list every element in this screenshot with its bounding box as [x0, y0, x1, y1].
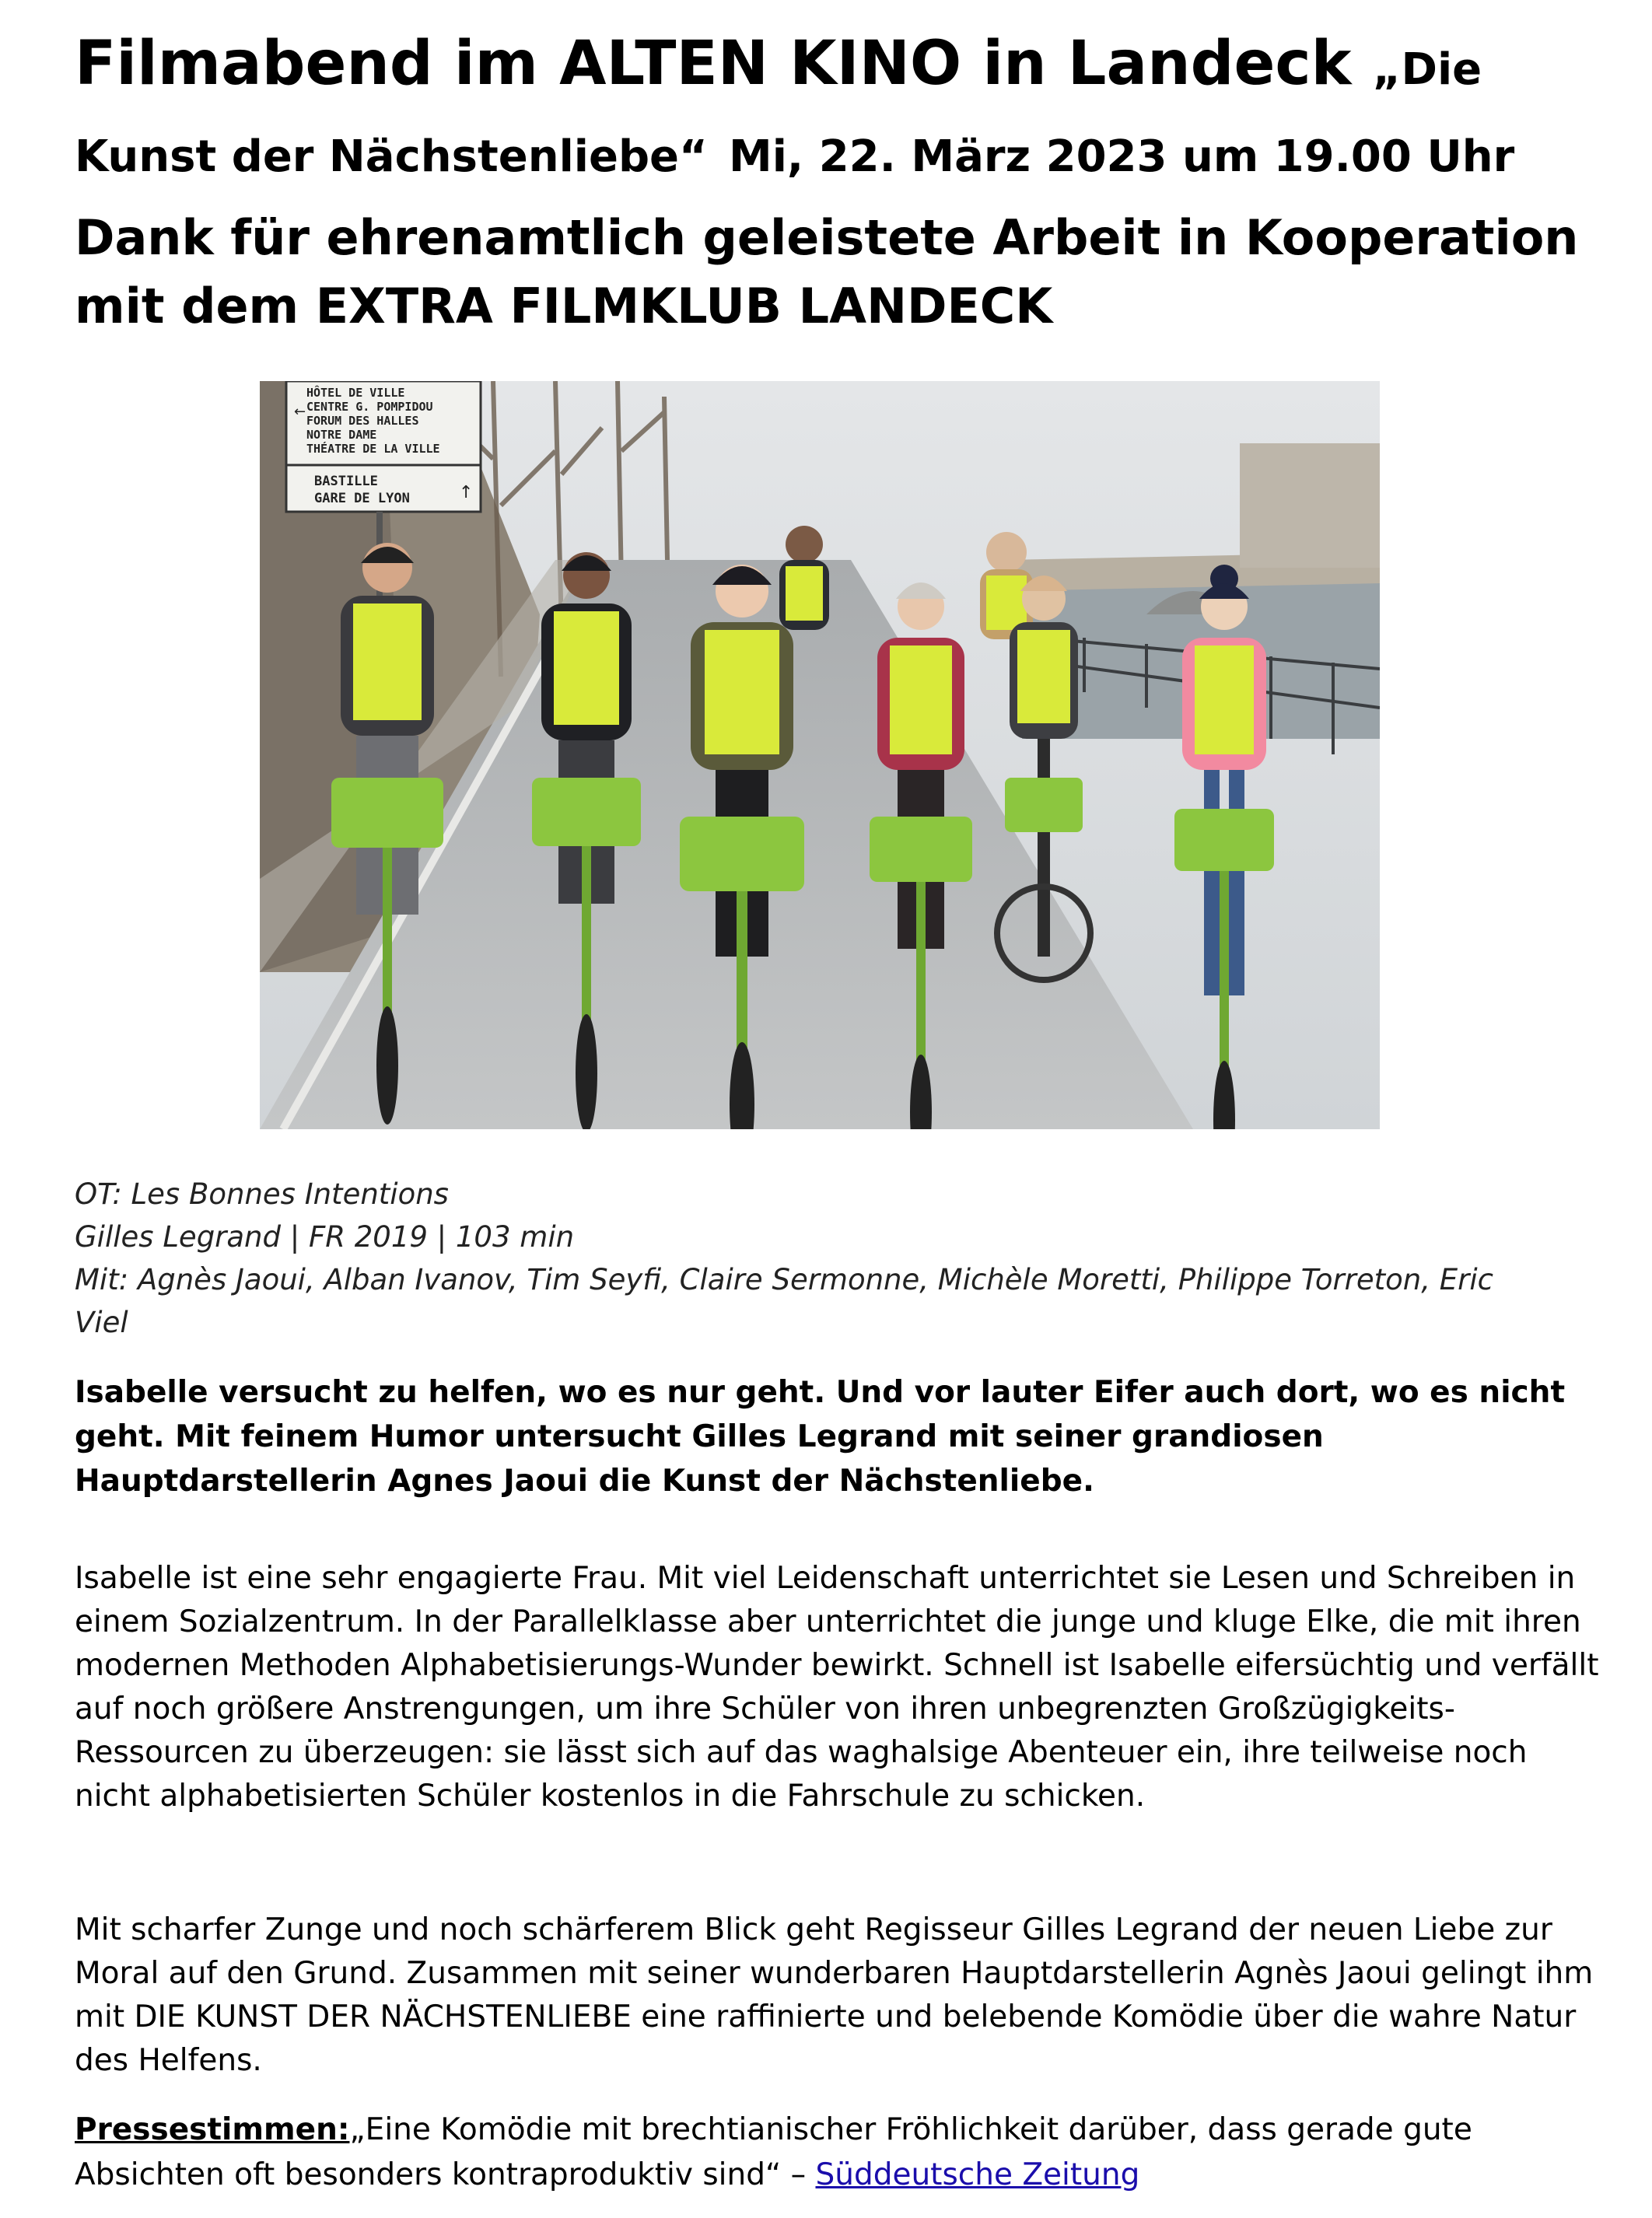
film-still-illustration — [260, 381, 1380, 1129]
director-line: Gilles Legrand | FR 2019 | 103 min — [75, 1220, 575, 1254]
page-subtitle: Dank für ehrenamtlich geleistete Arbeit in Kooperation mit dem EXTRA FILMKLUB LANDECK — [75, 209, 1579, 334]
press-label: Pressestimmen: — [75, 2112, 350, 2147]
synopsis-paragraph: Isabelle ist eine sehr engagierte Frau. Mit viel Leidenschaft unterrichtet sie Lesen und Schreiben in einem Sozialzentrum. In der Parallelklasse aber unterrichtet die junge und kluge Elke, die mit ihren modernen Methoden Alphabetisierungs-Wunder bewirkt. Schnell ist Isabelle eifersüchtig und verfällt auf noch größere Anstrengungen, um ihre Schüler von ihren unbegrenzten Großzügigkeits-Ressourcen zu überzeugen: sie lässt sich auf das waghalsige Abenteuer ein, ihre teilweise noch nicht alphabetisierten Schüler kostenlos in die Fahrschule zu schicken. — [75, 1561, 1599, 1814]
sign-line: GARE DE LYON — [314, 491, 410, 506]
lead-paragraph: Isabelle versucht zu helfen, wo es nur geht. Und vor lauter Eifer auch dort, wo es nicht geht. Mit feinem Humor untersucht Gilles Legrand mit seiner grandiosen Hauptdarstellerin Agnes Jaoui die Kunst der Nächstenliebe. — [75, 1375, 1566, 1499]
original-title: OT: Les Bonnes Intentions — [75, 1177, 449, 1211]
title-date: Mi, 22. März 2023 um 19.00 Uhr — [729, 131, 1515, 182]
sign-line: THÉATRE DE LA VILLE — [306, 442, 440, 456]
arrow-up-icon: ↑ — [459, 483, 474, 502]
title-film: „Die Kunst der Nächstenliebe“ — [75, 44, 1482, 182]
sign-line: HÔTEL DE VILLE — [306, 386, 405, 400]
title-main: Filmabend im ALTEN KINO in Landeck — [75, 29, 1352, 99]
film-still-photo — [260, 381, 1380, 1129]
arrow-left-icon: ← — [294, 404, 306, 420]
cast-line-continued: Viel — [75, 1306, 128, 1339]
press-quote: „Eine Komödie mit brechtianischer Fröhlichkeit darüber, dass gerade gute Absichten oft besonders kontraproduktiv sind“ – — [75, 2112, 1472, 2192]
sign-line: NOTRE DAME — [306, 428, 377, 442]
sign-line: FORUM DES HALLES — [306, 414, 419, 428]
sign-line: BASTILLE — [314, 474, 378, 489]
press-source-link[interactable]: Süddeutsche Zeitung — [815, 2157, 1140, 2192]
cast-line: Mit: Agnès Jaoui, Alban Ivanov, Tim Seyfi, Claire Sermonne, Michèle Moretti, Philippe Torreton, Eric — [75, 1263, 1493, 1296]
page-title — [75, 23, 1599, 198]
press-quotes — [75, 2108, 1599, 2198]
sign-line: CENTRE G. POMPIDOU — [306, 400, 433, 414]
director-paragraph: Mit scharfer Zunge und noch schärferem Blick geht Regisseur Gilles Legrand der neuen Liebe zur Moral auf den Grund. Zusammen mit seiner wunderbaren Hauptdarstellerin Agnès Jaoui gelingt ihm mit DIE KUNST DER NÄCHSTENLIEBE eine raffinierte und belebende Komödie über die wahre Natur des Helfens. — [75, 1912, 1594, 2078]
film-credits — [75, 1173, 1599, 1344]
